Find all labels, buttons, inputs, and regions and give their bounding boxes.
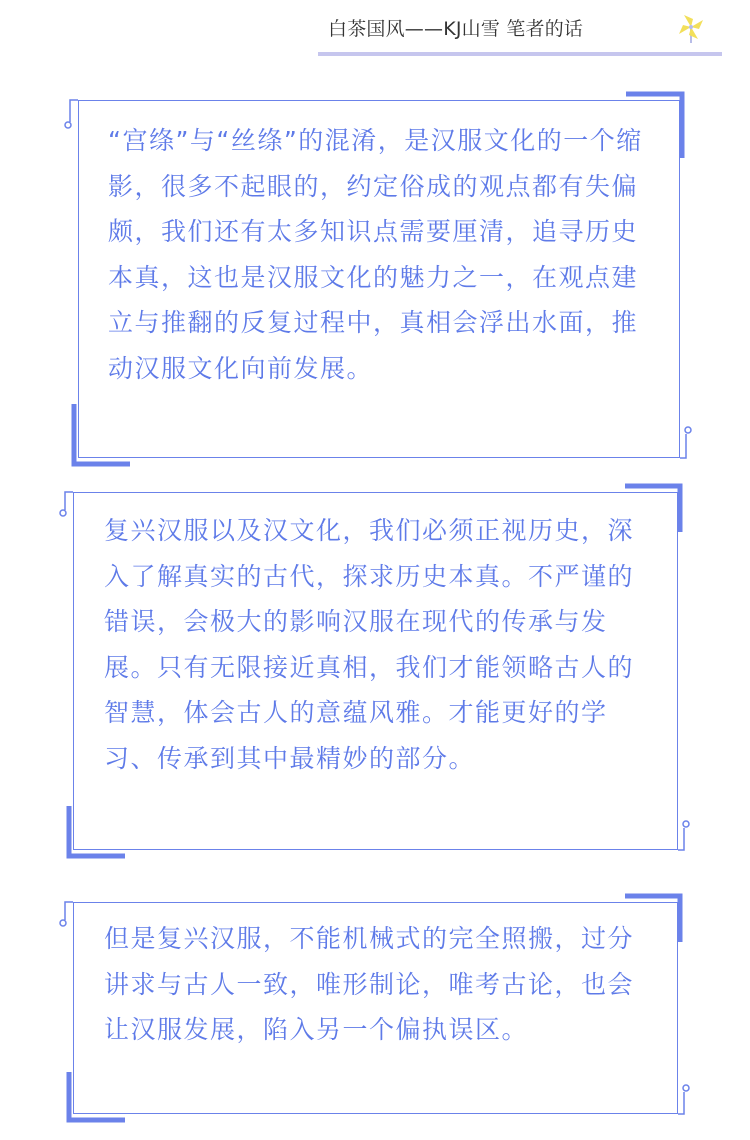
pinwheel-icon xyxy=(674,10,708,44)
header-underline xyxy=(318,52,722,56)
paragraph-text: 复兴汉服以及汉文化，我们必须正视历史，深入了解真实的古代，探求历史本真。不严谨的错误，会极大的影响汉服在现代的传承与发展。只有无限接近真相，我们才能领略古人的智慧，体会古人的意蕴风雅。才能更好的学习、传承到其中最精妙的部分。 xyxy=(104,516,635,773)
header-title: 白茶国风——KJ山雪 笔者的话 xyxy=(328,18,584,40)
paragraph-card-3 xyxy=(73,902,678,1114)
paragraph-text: “宫绦”与“丝绦”的混淆，是汉服文化的一个缩影，很多不起眼的，约定俗成的观点都有失偏颇，我们还有太多知识点需要厘清，追寻历史本真，这也是汉服文化的魅力之一，在观点建立与推翻的反复过程中，真相会浮出水面，推动汉服文化向前发展。 xyxy=(108,126,643,383)
paragraph-card-2 xyxy=(73,492,678,850)
paragraph-card-1 xyxy=(78,100,680,458)
header xyxy=(318,8,722,58)
paragraph-text: 但是复兴汉服，不能机械式的完全照搬，过分讲求与古人一致，唯形制论，唯考古论，也会让汉服发展，陷入另一个偏执误区。 xyxy=(104,924,635,1044)
